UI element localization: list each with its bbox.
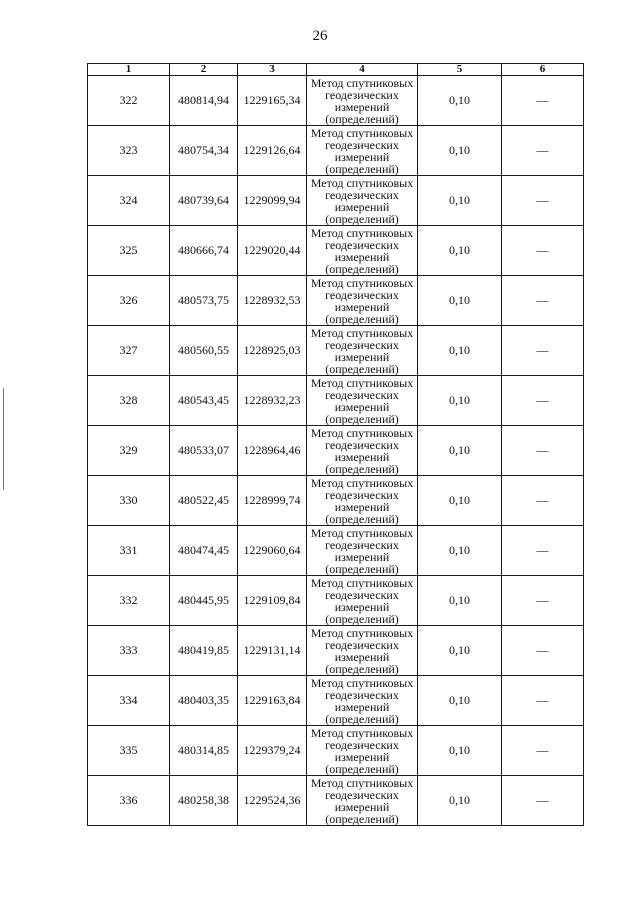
- method-line: (определений): [325, 761, 399, 776]
- method-line: геодезических: [325, 287, 399, 302]
- y-coordinate-cell: 1229099,94: [238, 176, 307, 226]
- method-line: (определений): [325, 111, 399, 126]
- note-cell: —: [502, 276, 584, 326]
- accuracy-cell: 0,10: [418, 676, 502, 726]
- point-cell: 333: [88, 626, 170, 676]
- y-coordinate-cell: 1229126,64: [238, 126, 307, 176]
- method-line: Метод спутниковых: [310, 125, 414, 140]
- y-coordinate-cell: 1228932,23: [238, 376, 307, 426]
- note-cell: —: [502, 576, 584, 626]
- x-coordinate-cell: 480814,94: [170, 76, 238, 126]
- method-line: (определений): [325, 211, 399, 226]
- point-cell: 326: [88, 276, 170, 326]
- margin-rule: [3, 388, 4, 490]
- method-line: геодезических: [325, 587, 399, 602]
- point-cell: 325: [88, 226, 170, 276]
- method-line: (определений): [325, 261, 399, 276]
- method-line: геодезических: [325, 487, 399, 502]
- table-row: [88, 526, 584, 576]
- method-line: измерений: [334, 99, 390, 114]
- header-col-4: 4: [307, 64, 418, 76]
- x-coordinate-cell: 480445,95: [170, 576, 238, 626]
- method-line: геодезических: [325, 87, 399, 102]
- table-row: [88, 676, 584, 726]
- page-number: 26: [312, 28, 328, 44]
- method-line: геодезических: [325, 137, 399, 152]
- method-line: геодезических: [325, 787, 399, 802]
- method-line: измерений: [334, 649, 390, 664]
- table-row: [88, 126, 584, 176]
- y-coordinate-cell: 1229131,14: [238, 626, 307, 676]
- method-line: Метод спутниковых: [310, 425, 414, 440]
- method-cell: [307, 676, 418, 726]
- method-line: (определений): [325, 711, 399, 726]
- table-row: [88, 176, 584, 226]
- method-line: (определений): [325, 561, 399, 576]
- point-cell: 336: [88, 776, 170, 826]
- method-line: геодезических: [325, 387, 399, 402]
- method-cell: [307, 776, 418, 826]
- method-line: Метод спутниковых: [310, 75, 414, 90]
- method-line: измерений: [334, 699, 390, 714]
- table-row: [88, 576, 584, 626]
- method-cell: [307, 526, 418, 576]
- table-row: [88, 276, 584, 326]
- x-coordinate-cell: 480258,38: [170, 776, 238, 826]
- method-line: измерений: [334, 799, 390, 814]
- note-cell: —: [502, 176, 584, 226]
- method-line: измерений: [334, 399, 390, 414]
- method-cell: [307, 626, 418, 676]
- method-line: Метод спутниковых: [310, 225, 414, 240]
- method-cell: [307, 726, 418, 776]
- header-col-1: 1: [88, 64, 170, 76]
- method-line: геодезических: [325, 687, 399, 702]
- method-line: Метод спутниковых: [310, 775, 414, 790]
- header-col-2: 2: [170, 64, 238, 76]
- point-cell: 335: [88, 726, 170, 776]
- accuracy-cell: 0,10: [418, 76, 502, 126]
- method-line: измерений: [334, 149, 390, 164]
- method-line: (определений): [325, 161, 399, 176]
- note-cell: —: [502, 776, 584, 826]
- x-coordinate-cell: 480533,07: [170, 426, 238, 476]
- note-cell: —: [502, 76, 584, 126]
- point-cell: 328: [88, 376, 170, 426]
- method-line: (определений): [325, 611, 399, 626]
- point-cell: 330: [88, 476, 170, 526]
- note-cell: —: [502, 476, 584, 526]
- accuracy-cell: 0,10: [418, 276, 502, 326]
- method-line: измерений: [334, 549, 390, 564]
- method-line: измерений: [334, 749, 390, 764]
- x-coordinate-cell: 480754,34: [170, 126, 238, 176]
- method-line: измерений: [334, 199, 390, 214]
- accuracy-cell: 0,10: [418, 226, 502, 276]
- table-row: [88, 476, 584, 526]
- accuracy-cell: 0,10: [418, 426, 502, 476]
- note-cell: —: [502, 626, 584, 676]
- x-coordinate-cell: 480560,55: [170, 326, 238, 376]
- y-coordinate-cell: 1229165,34: [238, 76, 307, 126]
- y-coordinate-cell: 1228999,74: [238, 476, 307, 526]
- method-line: (определений): [325, 661, 399, 676]
- accuracy-cell: 0,10: [418, 176, 502, 226]
- note-cell: —: [502, 226, 584, 276]
- table-row: [88, 426, 584, 476]
- method-cell: [307, 276, 418, 326]
- table-row: [88, 376, 584, 426]
- method-line: геодезических: [325, 637, 399, 652]
- x-coordinate-cell: 480666,74: [170, 226, 238, 276]
- method-line: Метод спутниковых: [310, 675, 414, 690]
- x-coordinate-cell: 480739,64: [170, 176, 238, 226]
- method-line: Метод спутниковых: [310, 625, 414, 640]
- method-cell: [307, 76, 418, 126]
- accuracy-cell: 0,10: [418, 326, 502, 376]
- table-row: [88, 326, 584, 376]
- x-coordinate-cell: 480474,45: [170, 526, 238, 576]
- y-coordinate-cell: 1228932,53: [238, 276, 307, 326]
- table-body: [88, 76, 584, 826]
- note-cell: —: [502, 426, 584, 476]
- y-coordinate-cell: 1229163,84: [238, 676, 307, 726]
- point-cell: 327: [88, 326, 170, 376]
- accuracy-cell: 0,10: [418, 776, 502, 826]
- y-coordinate-cell: 1228925,03: [238, 326, 307, 376]
- point-cell: 322: [88, 76, 170, 126]
- table-row: [88, 626, 584, 676]
- method-line: Метод спутниковых: [310, 175, 414, 190]
- y-coordinate-cell: 1228964,46: [238, 426, 307, 476]
- header-col-5: 5: [418, 64, 502, 76]
- method-cell: [307, 376, 418, 426]
- method-line: Метод спутниковых: [310, 725, 414, 740]
- method-line: геодезических: [325, 237, 399, 252]
- note-cell: —: [502, 676, 584, 726]
- method-line: (определений): [325, 811, 399, 826]
- method-line: измерений: [334, 299, 390, 314]
- method-line: Метод спутниковых: [310, 575, 414, 590]
- table-row: [88, 726, 584, 776]
- note-cell: —: [502, 326, 584, 376]
- method-cell: [307, 226, 418, 276]
- note-cell: —: [502, 526, 584, 576]
- header-col-6: 6: [502, 64, 584, 76]
- accuracy-cell: 0,10: [418, 526, 502, 576]
- method-cell: [307, 426, 418, 476]
- table-header-row: [88, 64, 584, 76]
- method-line: измерений: [334, 449, 390, 464]
- method-line: геодезических: [325, 437, 399, 452]
- y-coordinate-cell: 1229109,84: [238, 576, 307, 626]
- method-line: измерений: [334, 249, 390, 264]
- method-cell: [307, 476, 418, 526]
- method-line: (определений): [325, 311, 399, 326]
- x-coordinate-cell: 480522,45: [170, 476, 238, 526]
- method-cell: [307, 176, 418, 226]
- point-cell: 331: [88, 526, 170, 576]
- x-coordinate-cell: 480314,85: [170, 726, 238, 776]
- method-line: геодезических: [325, 187, 399, 202]
- y-coordinate-cell: 1229379,24: [238, 726, 307, 776]
- accuracy-cell: 0,10: [418, 476, 502, 526]
- method-line: измерений: [334, 499, 390, 514]
- method-line: измерений: [334, 349, 390, 364]
- method-line: Метод спутниковых: [310, 375, 414, 390]
- method-line: (определений): [325, 361, 399, 376]
- x-coordinate-cell: 480419,85: [170, 626, 238, 676]
- header-col-3: 3: [238, 64, 307, 76]
- note-cell: —: [502, 376, 584, 426]
- point-cell: 332: [88, 576, 170, 626]
- accuracy-cell: 0,10: [418, 726, 502, 776]
- y-coordinate-cell: 1229060,64: [238, 526, 307, 576]
- table-row: [88, 226, 584, 276]
- accuracy-cell: 0,10: [418, 376, 502, 426]
- method-line: Метод спутниковых: [310, 275, 414, 290]
- note-cell: —: [502, 126, 584, 176]
- method-line: геодезических: [325, 737, 399, 752]
- x-coordinate-cell: 480543,45: [170, 376, 238, 426]
- method-line: Метод спутниковых: [310, 325, 414, 340]
- accuracy-cell: 0,10: [418, 626, 502, 676]
- method-line: (определений): [325, 511, 399, 526]
- accuracy-cell: 0,10: [418, 576, 502, 626]
- method-cell: [307, 126, 418, 176]
- note-cell: —: [502, 726, 584, 776]
- method-line: Метод спутниковых: [310, 475, 414, 490]
- method-line: (определений): [325, 411, 399, 426]
- method-cell: [307, 576, 418, 626]
- coordinates-table: [87, 63, 584, 826]
- x-coordinate-cell: 480573,75: [170, 276, 238, 326]
- x-coordinate-cell: 480403,35: [170, 676, 238, 726]
- point-cell: 329: [88, 426, 170, 476]
- table-row: [88, 776, 584, 826]
- point-cell: 323: [88, 126, 170, 176]
- point-cell: 334: [88, 676, 170, 726]
- y-coordinate-cell: 1229020,44: [238, 226, 307, 276]
- accuracy-cell: 0,10: [418, 126, 502, 176]
- method-line: измерений: [334, 599, 390, 614]
- y-coordinate-cell: 1229524,36: [238, 776, 307, 826]
- method-line: Метод спутниковых: [310, 525, 414, 540]
- method-line: геодезических: [325, 337, 399, 352]
- method-line: (определений): [325, 461, 399, 476]
- method-line: геодезических: [325, 537, 399, 552]
- table-row: [88, 76, 584, 126]
- method-cell: [307, 326, 418, 376]
- point-cell: 324: [88, 176, 170, 226]
